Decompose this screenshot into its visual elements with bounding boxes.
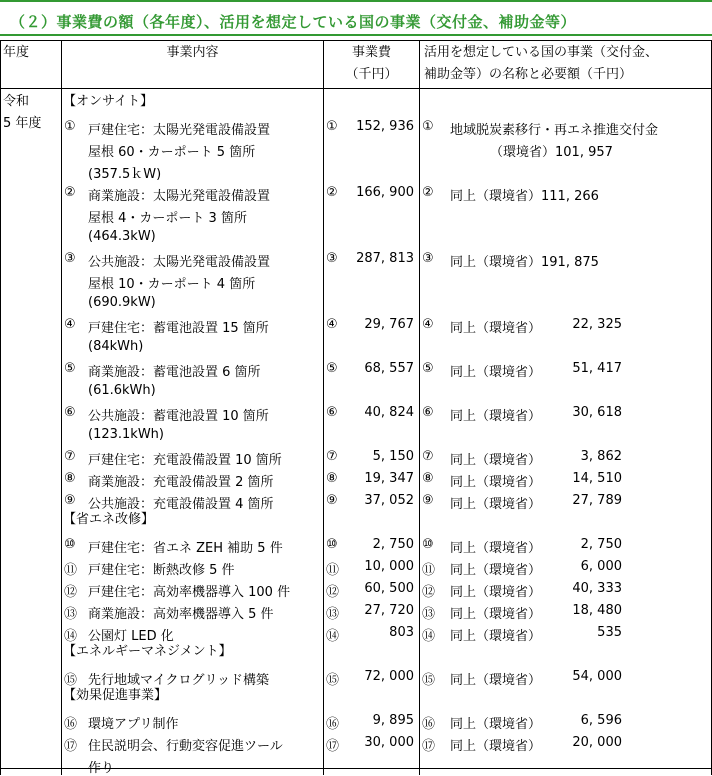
cost-number: ⑦ — [326, 449, 338, 464]
cost-number: ⑪ — [326, 563, 340, 578]
cost-value: 9, 895 — [372, 713, 414, 728]
cost-number: ⑫ — [326, 585, 340, 600]
item-description: 商業施設：高効率機器導入 5 件 — [88, 607, 274, 622]
grant-name: 同上（環境省） — [450, 541, 542, 556]
grant-amount: 30, 618 — [572, 405, 622, 420]
item-description: 商業施設：太陽光発電設備設置 — [88, 189, 271, 204]
item-description: 戸建住宅：高効率機器導入 100 件 — [88, 585, 291, 600]
table-row — [0, 534, 712, 556]
table-row — [0, 666, 712, 688]
cost-value: 152, 936 — [356, 119, 414, 134]
grant-name: 同上（環境省） — [450, 585, 542, 600]
table-row — [0, 248, 712, 310]
table-row — [0, 578, 712, 600]
item-description: 公共施設：蓄電池設置 10 箇所 — [88, 409, 269, 424]
grant-number: ① — [422, 119, 434, 134]
item-description-line3: (464.3kW) — [88, 229, 156, 244]
section-energy-saving: 【省エネ改修】 — [63, 512, 155, 527]
item-description: 戸建住宅：省エネ ZEH 補助 5 件 — [88, 541, 283, 556]
header-grant-line2: 補助金等）の名称と必要額（千円） — [424, 67, 633, 82]
grant-amount: 20, 000 — [572, 735, 622, 750]
cost-number: ② — [326, 185, 338, 200]
item-description: 環境アプリ制作 — [88, 717, 179, 732]
cost-value: 27, 720 — [364, 603, 414, 618]
grant-number: ⑩ — [422, 537, 434, 552]
table-row — [0, 622, 712, 644]
item-description-line2: (123.1kWh) — [88, 427, 164, 442]
cost-value: 5, 150 — [372, 449, 414, 464]
item-description: 先行地域マイクログリッド構築 — [88, 673, 269, 688]
grant-name: 同上（環境省）111, 266 — [450, 189, 599, 204]
grant-name: 地域脱炭素移行・再エネ推進交付金 — [450, 123, 659, 138]
grant-name: 同上（環境省） — [450, 365, 542, 380]
grant-name: 同上（環境省） — [450, 629, 542, 644]
cost-number: ① — [326, 119, 338, 134]
cost-number: ⑮ — [326, 673, 340, 688]
header-cost: 事業費 — [351, 45, 391, 60]
cost-value: 40, 824 — [364, 405, 414, 420]
table-row — [0, 314, 712, 354]
item-number: ⑨ — [64, 493, 76, 508]
grant-amount: 18, 480 — [572, 603, 622, 618]
item-number: ② — [64, 185, 76, 200]
item-description-line2: 屋根 10・カーポート 4 箇所 — [88, 277, 256, 292]
grant-number: ⑯ — [422, 717, 436, 732]
fiscal-year: 令和 — [3, 94, 30, 109]
grant-amount: 54, 000 — [572, 669, 622, 684]
grant-number: ⑭ — [422, 629, 436, 644]
cost-number: ⑯ — [326, 717, 340, 732]
table-row — [0, 116, 712, 182]
cost-value: 37, 052 — [364, 493, 414, 508]
item-number: ⑮ — [64, 673, 78, 688]
header-cost-unit: （千円） — [345, 67, 398, 82]
grant-number: ⑰ — [422, 739, 436, 754]
table-row — [0, 182, 712, 244]
header-content: 事業内容 — [166, 45, 219, 60]
grant-name-line2: （環境省）101, 957 — [490, 145, 613, 160]
item-description: 戸建住宅：太陽光発電設備設置 — [88, 123, 271, 138]
grant-number: ④ — [422, 317, 434, 332]
grant-name: 同上（環境省） — [450, 497, 542, 512]
item-description: 商業施設：充電設備設置 2 箇所 — [88, 475, 274, 490]
grant-number: ⑫ — [422, 585, 436, 600]
item-description: 公共施設：充電設備設置 4 箇所 — [88, 497, 274, 512]
item-number: ⑩ — [64, 537, 76, 552]
section-promotion: 【効果促進事業】 — [63, 688, 168, 703]
cost-value: 60, 500 — [364, 581, 414, 596]
item-description-line2: 作り — [88, 761, 115, 776]
fiscal-year-line2: 5 年度 — [3, 116, 42, 131]
grant-number: ② — [422, 185, 434, 200]
grant-amount: 535 — [597, 625, 622, 640]
budget-table — [0, 40, 712, 775]
grant-name: 同上（環境省） — [450, 717, 542, 732]
grant-name: 同上（環境省） — [450, 673, 542, 688]
cost-number: ④ — [326, 317, 338, 332]
section-title: （２）事業費の額（各年度）、活用を想定している国の事業（交付金、補助金等） — [10, 13, 577, 31]
grant-number: ③ — [422, 251, 434, 266]
header-bottom-border — [0, 88, 712, 89]
item-number: ④ — [64, 317, 76, 332]
grant-amount: 22, 325 — [572, 317, 622, 332]
grant-name: 同上（環境省） — [450, 321, 542, 336]
cost-value: 803 — [389, 625, 414, 640]
grant-amount: 51, 417 — [572, 361, 622, 376]
grant-number: ⑥ — [422, 405, 434, 420]
cost-value: 2, 750 — [372, 537, 414, 552]
grant-name: 同上（環境省） — [450, 475, 542, 490]
item-description: 戸建住宅：断熱改修 5 件 — [88, 563, 235, 578]
grant-name: 同上（環境省）191, 875 — [450, 255, 599, 270]
grant-amount: 40, 333 — [572, 581, 622, 596]
item-description: 商業施設：蓄電池設置 6 箇所 — [88, 365, 261, 380]
cost-number: ⑥ — [326, 405, 338, 420]
item-number: ⑤ — [64, 361, 76, 376]
table-row — [0, 490, 712, 512]
item-description-line3: (357.5ｋW) — [88, 167, 162, 182]
grant-number: ⑨ — [422, 493, 434, 508]
header-grant: 活用を想定している国の事業（交付金、 — [424, 45, 659, 60]
grant-number: ⑦ — [422, 449, 434, 464]
table-row — [0, 732, 712, 776]
table-row — [0, 468, 712, 490]
header-top-border — [0, 40, 712, 41]
cost-value: 30, 000 — [364, 735, 414, 750]
table-row — [0, 402, 712, 442]
grant-number: ⑪ — [422, 563, 436, 578]
grant-amount: 6, 000 — [580, 559, 622, 574]
grant-amount: 14, 510 — [572, 471, 622, 486]
grant-number: ⑤ — [422, 361, 434, 376]
cost-value: 68, 557 — [364, 361, 414, 376]
item-description-line2: (61.6kWh) — [88, 383, 156, 398]
table-row — [0, 556, 712, 578]
item-number: ⑭ — [64, 629, 78, 644]
cost-number: ③ — [326, 251, 338, 266]
section-energy-management: 【エネルギーマネジメント】 — [63, 644, 232, 659]
table-row — [0, 446, 712, 468]
item-description: 公共施設：太陽光発電設備設置 — [88, 255, 271, 270]
item-description: 公園灯 LED 化 — [88, 629, 174, 644]
item-number: ⑯ — [64, 717, 78, 732]
table-row — [0, 710, 712, 732]
grant-amount: 3, 862 — [580, 449, 622, 464]
cost-value: 287, 813 — [356, 251, 414, 266]
table-row — [0, 600, 712, 622]
item-description-line2: (84kWh) — [88, 339, 144, 354]
item-number: ⑫ — [64, 585, 78, 600]
item-description-line3: (690.9kW) — [88, 295, 156, 310]
item-number: ⑧ — [64, 471, 76, 486]
grant-name: 同上（環境省） — [450, 739, 542, 754]
item-number: ⑬ — [64, 607, 78, 622]
cost-number: ⑬ — [326, 607, 340, 622]
grant-name: 同上（環境省） — [450, 607, 542, 622]
item-description: 戸建住宅：蓄電池設置 15 箇所 — [88, 321, 269, 336]
grant-amount: 6, 596 — [580, 713, 622, 728]
header-year: 年度 — [3, 45, 30, 60]
item-description: 住民説明会、行動変容促進ツール — [88, 739, 283, 754]
grant-number: ⑧ — [422, 471, 434, 486]
cost-value: 166, 900 — [356, 185, 414, 200]
item-number: ⑥ — [64, 405, 76, 420]
cost-number: ⑤ — [326, 361, 338, 376]
table-row — [0, 358, 712, 398]
section-onsite: 【オンサイト】 — [63, 94, 154, 109]
item-number: ③ — [64, 251, 76, 266]
grant-amount: 2, 750 — [580, 537, 622, 552]
cost-value: 29, 767 — [364, 317, 414, 332]
cost-number: ⑧ — [326, 471, 338, 486]
item-number: ⑰ — [64, 739, 78, 754]
grant-name: 同上（環境省） — [450, 563, 542, 578]
grant-number: ⑮ — [422, 673, 436, 688]
cost-number: ⑭ — [326, 629, 340, 644]
item-description-line2: 屋根 60・カーポート 5 箇所 — [88, 145, 256, 160]
grant-name: 同上（環境省） — [450, 409, 542, 424]
item-description-line2: 屋根 4・カーポート 3 箇所 — [88, 211, 247, 226]
grant-number: ⑬ — [422, 607, 436, 622]
cost-number: ⑨ — [326, 493, 338, 508]
cost-value: 19, 347 — [364, 471, 414, 486]
item-description: 戸建住宅：充電設備設置 10 箇所 — [88, 453, 282, 468]
title-bar — [0, 0, 712, 36]
cost-number: ⑰ — [326, 739, 340, 754]
cost-number: ⑩ — [326, 537, 338, 552]
grant-name: 同上（環境省） — [450, 453, 542, 468]
item-number: ⑪ — [64, 563, 78, 578]
cost-value: 72, 000 — [364, 669, 414, 684]
item-number: ① — [64, 119, 76, 134]
item-number: ⑦ — [64, 449, 76, 464]
cost-value: 10, 000 — [364, 559, 414, 574]
grant-amount: 27, 789 — [572, 493, 622, 508]
